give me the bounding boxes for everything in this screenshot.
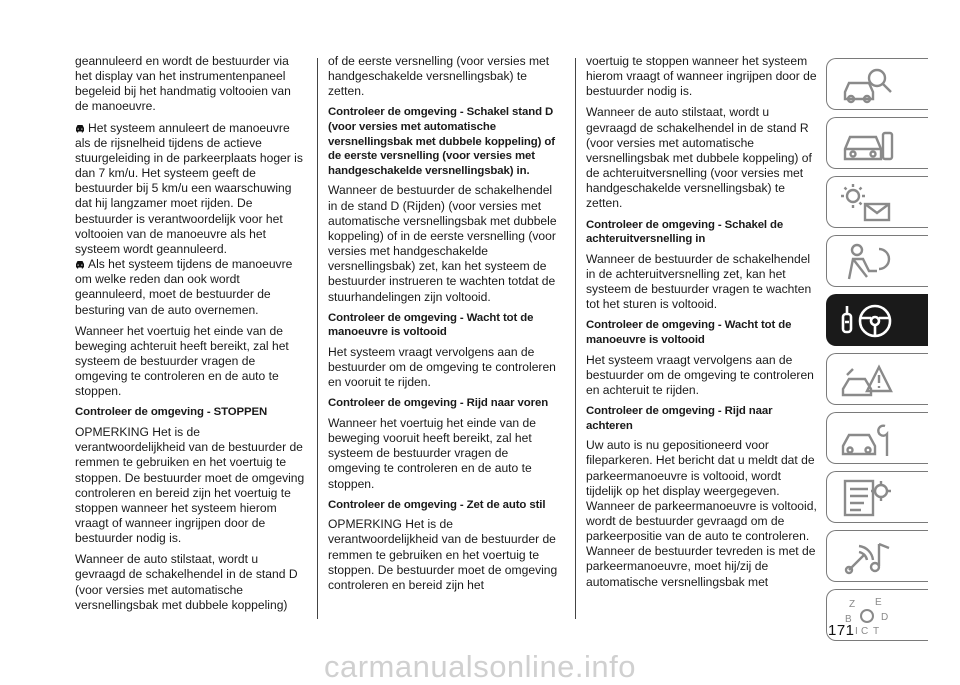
paragraph: voertuig te stoppen wanneer het systeem hierom vraagt of wanneer ingrijpen door de bestuurder nodig is. (586, 54, 817, 99)
light-envelope-icon (839, 182, 895, 224)
section-heading: Controleer de omgeving - STOPPEN (75, 406, 268, 419)
paragraph: Het systeem vraagt vervolgens aan de bestuurder om de omgeving te controleren en vooruit te rijden. (328, 344, 556, 390)
svg-text:C: C (861, 626, 869, 637)
paragraph: Het systeem vraagt vervolgens aan de bestuurder om de omgeving te controleren en achteruit te rijden. (586, 352, 814, 397)
bullet-paragraph: Het systeem annuleert de manoeuvre als de rijsnelheid tijdens de actieve stuurgeleiding in de parkeerplaats hoger is dan 7 km/u. Het systeem geeft de bestuurder bij 5 km/u een waarschuwing dat hij langzamer moet rijden. De bestuurder is verantwoordelijk voor het voltooien van de manoeuvre als het systeem wordt geannuleerd. (75, 120, 303, 256)
chapter-tab-starting-driving[interactable] (826, 294, 928, 346)
chapter-tab-emergency[interactable] (826, 353, 928, 405)
svg-text:E: E (875, 597, 882, 608)
paragraph: Wanneer het voertuig het einde van de beweging achteruit heeft bereikt, zal het systeem de bestuurder vragen de omgeving te controleren en de auto te stoppen. (75, 323, 289, 399)
chapter-tab-maintenance[interactable] (826, 412, 928, 464)
column-divider (575, 58, 576, 619)
chapter-tab-multimedia[interactable] (826, 530, 928, 582)
paragraph: Wanneer de auto stilstaat, wordt u gevraagd de schakelhendel in de stand R (voor versies met automatische versnellingsbak met dubbele koppeling) of de achteruitversnelling (voor versies met handgeschakelde versnellingsbak) te zetten. (586, 105, 812, 211)
svg-text:Z: Z (849, 599, 856, 610)
watermark: carmanualsonline.info (323, 649, 637, 684)
text-column-3 (586, 54, 818, 596)
svg-text:I: I (855, 626, 858, 637)
paragraph: Wanneer de bestuurder de schakelhendel in de stand D (Rijden) (voor versies met automatische versnellingsbak met dubbele koppeling) of in de eerste versnelling (voor versies met handgeschakelde versnellingsbak) zet, kan het systeem de bestuurder instrueren te wachten totdat de stuurhandelingen zijn voltooid. (328, 183, 557, 304)
multimedia-icon (839, 536, 895, 578)
car-warning-icon (839, 359, 895, 401)
chapter-tab-knowing-car[interactable] (826, 58, 928, 110)
car-wrench-icon (839, 418, 895, 460)
text-column-2 (328, 54, 560, 599)
section-heading: Controleer de omgeving - Schakel de achteruitversnelling in (586, 218, 784, 246)
spec-sheet-gear-icon (839, 477, 895, 519)
car-magnifier-icon (839, 64, 895, 106)
text-column-1 (75, 54, 307, 619)
section-heading: Controleer de omgeving - Wacht tot de manoeuvre is voltooid (586, 319, 792, 346)
paragraph: Wanneer het voertuig het einde van de beweging vooruit heeft bereikt, zal het systeem de bestuurder vragen de omgeving te controleren en de auto te stoppen. (328, 415, 536, 491)
svg-text:D: D (881, 612, 889, 623)
chapter-tab-dashboard[interactable] (826, 117, 928, 169)
car-bullet-icon (75, 260, 85, 269)
chapter-tab-technical-data[interactable] (826, 471, 928, 523)
key-steering-wheel-icon (839, 300, 895, 342)
bullet-paragraph: Als het systeem tijdens de manoeuvre om welke reden dan ook wordt geannuleerd, moet de bestuurder de besturing van de auto overnemen. (75, 257, 293, 317)
page-number: 171 (828, 622, 855, 639)
paragraph: of de eerste versnelling (voor versies met handgeschakelde versnellingsbak) te zetten. (328, 54, 550, 99)
paragraph: Wanneer de bestuurder de schakelhendel in de achteruitversnelling zet, kan het systeem de bestuurder vragen te wachten tot het sturen is voltooid. (586, 251, 812, 312)
section-heading: Controleer de omgeving - Schakel stand D (voor versies met automatische versnellingsbak met dubbele koppeling) of de eerste versnelling (voor versies met handgeschakelde versnellingsbak) in. (328, 106, 555, 177)
chapter-tab-safety[interactable] (826, 235, 928, 287)
column-divider (317, 58, 318, 619)
car-dashboard-icon (839, 123, 895, 165)
paragraph: Wanneer de auto stilstaat, wordt u gevraagd de schakelhendel in de stand D (voor versies met automatische versnellingsbak met dubbele koppeling) (75, 552, 298, 612)
svg-text:T: T (873, 626, 880, 637)
paragraph: OPMERKING Het is de verantwoordelijkheid van de bestuurder de remmen te gebruiken en het voertuig te stoppen. De bestuurder moet de omgeving controleren en bereid zijn het voertuig te stoppen wanneer het systeem hierom vraagt of wanneer ingrijpen door de bestuurder nodig is. (75, 425, 305, 546)
section-heading: Controleer de omgeving - Rijd naar voren (328, 397, 549, 410)
paragraph: OPMERKING Het is de verantwoordelijkheid van de bestuurder de remmen te gebruiken en het voertuig te stoppen. De bestuurder moet de omgeving controleren en bereid zijn het (328, 517, 558, 592)
paragraph: geannuleerd en wordt de bestuurder via het display van het instrumentenpaneel begeleid bij het handmatig voltooien van de manoeuvre. (75, 54, 291, 114)
section-heading: Controleer de omgeving - Zet de auto stil (328, 498, 546, 511)
paragraph: Uw auto is nu gepositioneerd voor fileparkeren. Het bericht dat u meldt dat de parkeermanoeuvre is voltooid, wordt tijdelijk op het display weergegeven. Wanneer de parkeermanoeuvre is voltooid, wordt de bestuurder gevraagd om de parkeerpositie van de auto te controleren. Wanneer de bestuurder tevreden is met de parkeermanoeuvre, moet hij/zij de automatische versnellingsbak met (586, 438, 817, 589)
chapter-tab-lights[interactable] (826, 176, 928, 228)
section-heading: Controleer de omgeving - Wacht tot de manoeuvre is voltooid (328, 311, 534, 339)
section-heading: Controleer de omgeving - Rijd naar achteren (586, 405, 773, 432)
svg-text:B: B (845, 614, 852, 625)
seatbelt-airbag-icon (839, 241, 895, 283)
car-bullet-icon (75, 124, 85, 133)
